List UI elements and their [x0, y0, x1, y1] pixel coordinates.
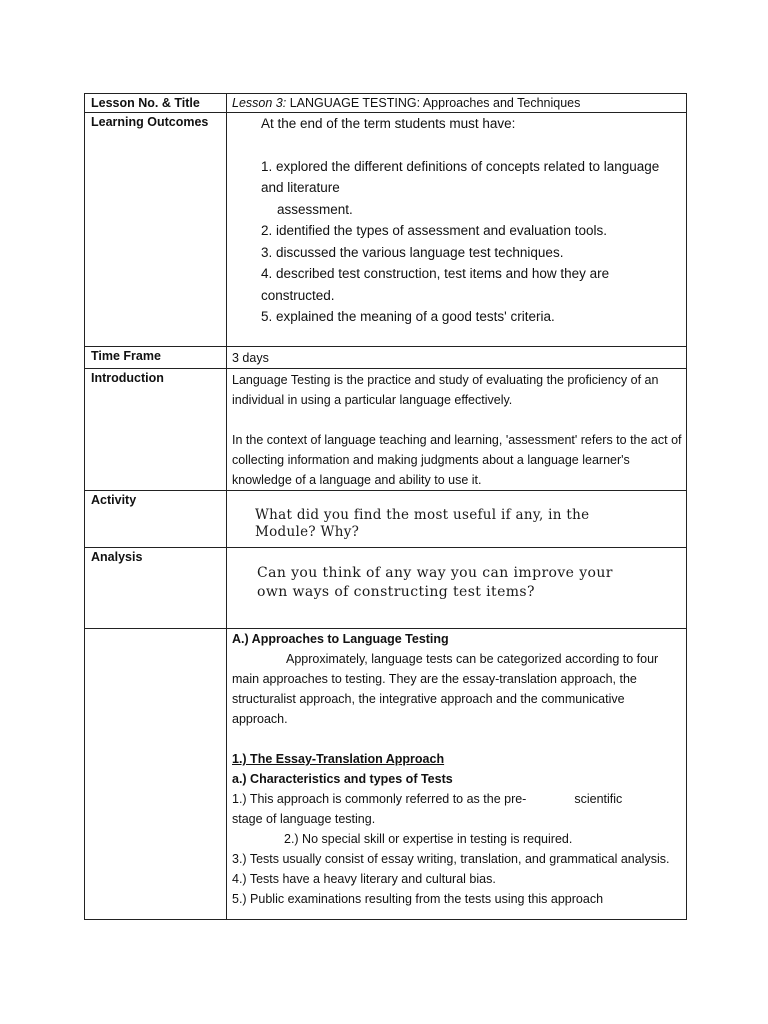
- activity-question-line-1: What did you find the most useful if any, in the: [255, 507, 590, 523]
- characteristic-item: 3.) Tests usually consist of essay writing, translation, and grammatical analysis.: [232, 852, 670, 866]
- introduction-para-2: In the context of language teaching and learning, 'assessment' refers to the act of collecting information and making judgments about a language learner's knowledge of a language and ability to use it.: [232, 433, 682, 487]
- row-time-frame: [85, 347, 687, 369]
- time-frame-label: Time Frame: [91, 349, 161, 363]
- activity-label: Activity: [91, 493, 137, 507]
- outcomes-value-cell: [227, 113, 687, 347]
- outcome-item: 2. identified the types of assessment and evaluation tools.: [261, 223, 607, 238]
- approaches-paragraph: Approximately, language tests can be categorized according to four main approaches to testing. They are the essay-translation approach, the structuralist approach, the integrative approach and the communicative approach.: [232, 652, 659, 726]
- lesson-title: LANGUAGE TESTING: Approaches and Techniques: [286, 96, 581, 110]
- characteristic-item: 5.) Public examinations resulting from the tests using this approach: [232, 892, 604, 906]
- row-lesson: [85, 94, 687, 113]
- outcome-item: 1. explored the different definitions of concepts related to language and literature: [261, 158, 660, 195]
- characteristic-item: 1.) This approach is commonly referred to as the pre- scientific: [232, 792, 623, 806]
- outcomes-label-cell: [85, 113, 227, 347]
- lesson-plan-table: [84, 93, 687, 920]
- analysis-question-line-1: Can you think of any way you can improve your: [257, 565, 613, 581]
- outcomes-label: Learning Outcomes: [91, 115, 209, 129]
- analysis-label: Analysis: [91, 550, 143, 564]
- outcome-item: 4. described test construction, test items and how they are constructed.: [261, 266, 610, 303]
- characteristic-item: 2.) No special skill or expertise in testing is required.: [284, 832, 573, 846]
- outcome-item: 5. explained the meaning of a good tests' criteria.: [261, 309, 555, 324]
- approaches-value-cell: [227, 629, 687, 920]
- activity-label-cell: [85, 491, 227, 548]
- row-analysis: [85, 548, 687, 629]
- introduction-para-1: Language Testing is the practice and study of evaluating the proficiency of an individual in using a particular language effectively.: [232, 373, 659, 407]
- activity-question-line-2: Module? Why?: [255, 524, 360, 540]
- analysis-question-line-2: own ways of constructing test items?: [257, 584, 535, 600]
- lesson-label-cell: [85, 94, 227, 113]
- row-approaches: [85, 629, 687, 920]
- activity-value-cell: [227, 491, 687, 548]
- time-frame-label-cell: [85, 347, 227, 369]
- analysis-value-cell: [227, 548, 687, 629]
- lesson-label: Lesson No. & Title: [91, 96, 200, 110]
- approaches-label-cell: [85, 629, 227, 920]
- introduction-value-cell: [227, 369, 687, 491]
- introduction-label-cell: [85, 369, 227, 491]
- outcome-item: 3. discussed the various language test techniques.: [261, 244, 564, 260]
- row-activity: [85, 491, 687, 548]
- outcomes-intro: At the end of the term students must have:: [261, 116, 516, 131]
- row-introduction: [85, 369, 687, 491]
- characteristic-item: 4.) Tests have a heavy literary and cultural bias.: [232, 872, 496, 886]
- analysis-label-cell: [85, 548, 227, 629]
- characteristics-heading: a.) Characteristics and types of Tests: [232, 772, 453, 786]
- lesson-number: Lesson 3:: [232, 96, 287, 110]
- time-frame-value-cell: [227, 347, 687, 369]
- introduction-label: Introduction: [91, 371, 164, 385]
- lesson-value-cell: [227, 94, 687, 113]
- essay-translation-heading: 1.) The Essay-Translation Approach: [232, 752, 445, 766]
- time-frame-value: 3 days: [232, 351, 269, 365]
- approaches-heading: A.) Approaches to Language Testing: [232, 632, 449, 646]
- outcome-item: assessment.: [277, 201, 353, 217]
- row-outcomes: [85, 113, 687, 347]
- characteristic-item: stage of language testing.: [232, 812, 376, 826]
